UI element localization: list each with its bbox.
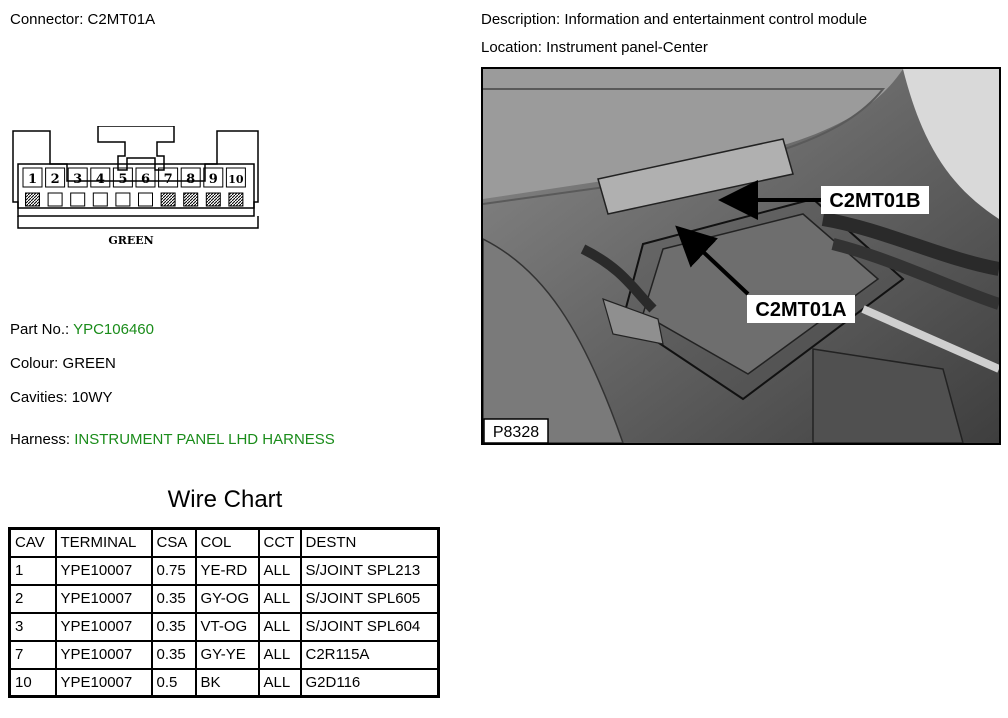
harness-label: Harness:: [10, 431, 71, 448]
wire-chart-title: Wire Chart: [167, 486, 283, 513]
cell-csa: 0.35: [152, 613, 196, 641]
location-photo: [481, 67, 1001, 445]
cavities-line: [10, 389, 113, 406]
cell-terminal: YPE10007: [56, 669, 152, 697]
photo-reference: P8328: [492, 424, 540, 441]
part-label: Part No.:: [10, 321, 70, 338]
cell-cct: ALL: [259, 669, 301, 697]
table-header-row: [10, 529, 439, 557]
table-row: [10, 613, 439, 641]
header-destn: DESTN: [301, 529, 439, 557]
cell-cct: ALL: [259, 613, 301, 641]
table-row: [10, 669, 439, 697]
connector-face-diagram: [10, 126, 262, 251]
cell-col: VT-OG: [196, 613, 259, 641]
pin-cavity-7: [161, 193, 175, 206]
table-row: [10, 641, 439, 669]
cell-cav: 2: [10, 585, 56, 613]
pin-cavity-6: [139, 193, 153, 206]
colour-value: GREEN: [62, 355, 116, 372]
description-value: Information and entertainment control module: [564, 11, 868, 28]
header-col: COL: [196, 529, 259, 557]
wire-chart-table: [8, 527, 440, 698]
cell-terminal: YPE10007: [56, 557, 152, 585]
colour-label: Colour:: [10, 355, 59, 372]
cell-cct: ALL: [259, 557, 301, 585]
header-cav: CAV: [10, 529, 56, 557]
pin-cavity-4: [93, 193, 107, 206]
location-label: Location:: [481, 39, 542, 56]
cell-terminal: YPE10007: [56, 585, 152, 613]
cell-destn: S/JOINT SPL213: [301, 557, 439, 585]
cavities-label: Cavities:: [10, 389, 68, 406]
pin-cavity-5: [116, 193, 130, 206]
pin-cavity-1: [26, 193, 40, 206]
header-terminal: TERMINAL: [56, 529, 152, 557]
cell-cct: ALL: [259, 641, 301, 669]
cell-csa: 0.35: [152, 585, 196, 613]
header-cct: CCT: [259, 529, 301, 557]
colour-line: [10, 355, 116, 372]
cell-csa: 0.5: [152, 669, 196, 697]
cell-cav: 1: [10, 557, 56, 585]
pin-cavity-10: [229, 193, 243, 206]
cell-cav: 3: [10, 613, 56, 641]
callout-c2mt01a: C2MT01A: [755, 299, 847, 321]
cell-col: GY-YE: [196, 641, 259, 669]
cell-cav: 10: [10, 669, 56, 697]
pin-number-5: 5: [118, 172, 128, 187]
part-value: YPC106460: [73, 321, 154, 338]
cell-cct: ALL: [259, 585, 301, 613]
location-line: [481, 39, 708, 56]
pin-number-10: 10: [228, 173, 244, 186]
pin-cavity-9: [206, 193, 220, 206]
cell-destn: C2R115A: [301, 641, 439, 669]
connector-label: Connector:: [10, 11, 84, 28]
pin-cavity-8: [184, 193, 198, 206]
header-csa: CSA: [152, 529, 196, 557]
callout-c2mt01b: C2MT01B: [829, 190, 921, 212]
pin-number-6: 6: [140, 172, 151, 187]
cell-col: BK: [196, 669, 259, 697]
cell-destn: S/JOINT SPL605: [301, 585, 439, 613]
pin-number-9: 9: [208, 172, 218, 187]
pin-number-8: 8: [186, 172, 196, 187]
description-line: [481, 11, 867, 28]
cell-terminal: YPE10007: [56, 641, 152, 669]
location-illustration: [483, 69, 999, 443]
cell-destn: S/JOINT SPL604: [301, 613, 439, 641]
connector-name: [10, 11, 155, 28]
cell-terminal: YPE10007: [56, 613, 152, 641]
cell-col: YE-RD: [196, 557, 259, 585]
location-value: Instrument panel-Center: [546, 39, 708, 56]
pin-number-2: 2: [50, 172, 60, 187]
connector-value: C2MT01A: [87, 11, 156, 28]
description-label: Description:: [481, 11, 561, 28]
harness-line: [10, 431, 335, 448]
pin-number-3: 3: [73, 172, 83, 187]
connector-color-label: GREEN: [108, 234, 154, 247]
table-row: [10, 585, 439, 613]
pin-cavity-2: [48, 193, 62, 206]
cell-col: GY-OG: [196, 585, 259, 613]
cell-csa: 0.35: [152, 641, 196, 669]
pin-number-1: 1: [27, 172, 38, 187]
pin-number-7: 7: [163, 172, 173, 187]
table-row: [10, 557, 439, 585]
harness-value: INSTRUMENT PANEL LHD HARNESS: [74, 431, 335, 448]
cell-cav: 7: [10, 641, 56, 669]
cell-destn: G2D116: [301, 669, 439, 697]
part-number-line: [10, 321, 154, 338]
cell-csa: 0.75: [152, 557, 196, 585]
cavities-value: 10WY: [71, 389, 113, 406]
pin-cavity-3: [71, 193, 85, 206]
pin-number-4: 4: [95, 172, 105, 187]
